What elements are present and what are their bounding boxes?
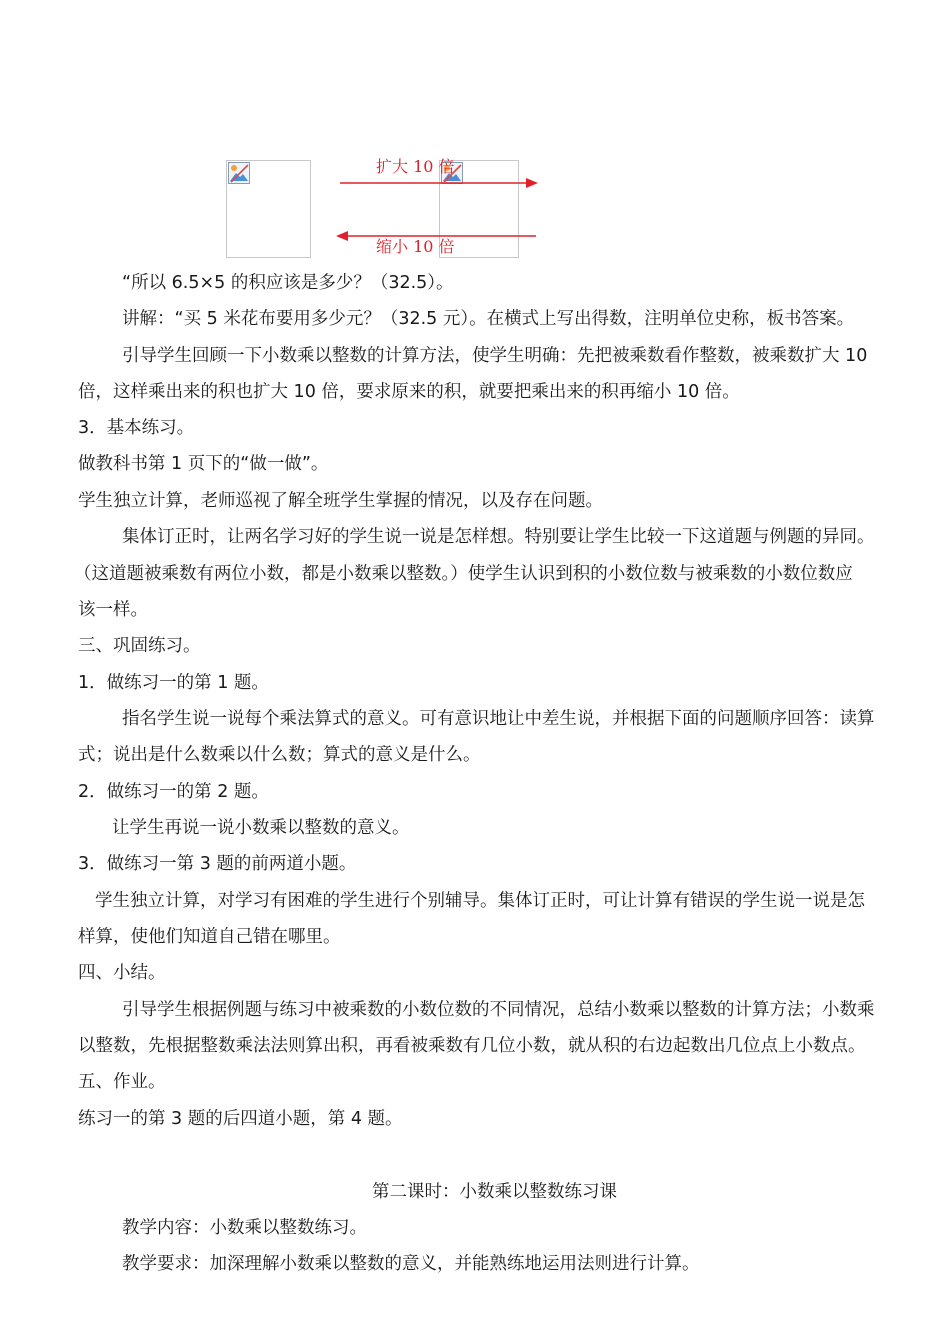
text-line: 练习一的第 3 题的后四道小题，第 4 题。 <box>78 1109 403 1129</box>
section-heading: 3．做练习一第 3 题的前两道小题。 <box>78 854 357 874</box>
text-line: 引导学生回顾一下小数乘以整数的计算方法，使学生明确：先把被乘数看作整数，被乘数扩大 10 <box>122 346 868 366</box>
section-heading: 3．基本练习。 <box>78 418 195 438</box>
section-heading: 1．做练习一的第 1 题。 <box>78 673 269 693</box>
text-line: 讲解：“买 5 米花布要用多少元？（32.5 元）。在横式上写出得数，注明单位史称，板书答案。 <box>122 309 855 329</box>
text-line: 做教科书第 1 页下的“做一做”。 <box>78 454 329 474</box>
text-line: 倍，这样乘出来的积也扩大 10 倍，要求原来的积，就要把乘出来的积再缩小 10 倍。 <box>78 382 740 402</box>
section-heading: 三、巩固练习。 <box>78 636 201 656</box>
text-line: 式；说出是什么数乘以什么数；算式的意义是什么。 <box>78 745 481 765</box>
text-line: 指名学生说一说每个乘法算式的意义。可有意识地让中差生说，并根据下面的问题顺序回答：读算 <box>122 709 875 729</box>
text-line: 以整数，先根据整数乘法法则算出积，再看被乘数有几位小数，就从积的右边起数出几位点上小数点。 <box>78 1036 866 1056</box>
arrows-svg <box>0 0 950 280</box>
text-line: 让学生再说一说小数乘以整数的意义。 <box>112 818 410 838</box>
text-line: “所以 6.5×5 的积应该是多少？（32.5）。 <box>122 273 454 293</box>
left-arrowhead <box>336 231 348 241</box>
text-line: 引导学生根据例题与练习中被乘数的小数位数的不同情况，总结小数乘以整数的计算方法；小数乘 <box>122 1000 875 1020</box>
section-heading: 五、作业。 <box>78 1072 166 1092</box>
text-line: 学生独立计算，对学习有困难的学生进行个别辅导。集体订正时，可让计算有错误的学生说一说是怎 <box>95 891 865 911</box>
section-heading: 2．做练习一的第 2 题。 <box>78 782 269 802</box>
text-line: （这道题被乘数有两位小数，都是小数乘以整数。）使学生认识到积的小数位数与被乘数的小数位数应 <box>74 564 853 584</box>
label-shrink: 缩小 10 倍 <box>376 237 455 256</box>
right-arrowhead <box>526 178 538 188</box>
text-line: 集体订正时，让两名学习好的学生说一说是怎样想。特别要让学生比较一下这道题与例题的异同。 <box>122 527 875 547</box>
text-line: 教学内容：小数乘以整数练习。 <box>122 1218 367 1238</box>
text-line: 该一样。 <box>78 600 148 620</box>
text-line: 学生独立计算，老师巡视了解全班学生掌握的情况，以及存在问题。 <box>78 491 603 511</box>
label-enlarge: 扩大 10 倍 <box>376 157 455 176</box>
text-line: 样算，使他们知道自己错在哪里。 <box>78 927 341 947</box>
section-heading: 四、小结。 <box>78 963 166 983</box>
text-line: 教学要求：加深理解小数乘以整数的意义，并能熟练地运用法则进行计算。 <box>122 1254 700 1274</box>
lesson-title: 第二课时：小数乘以整数练习课 <box>372 1182 617 1202</box>
